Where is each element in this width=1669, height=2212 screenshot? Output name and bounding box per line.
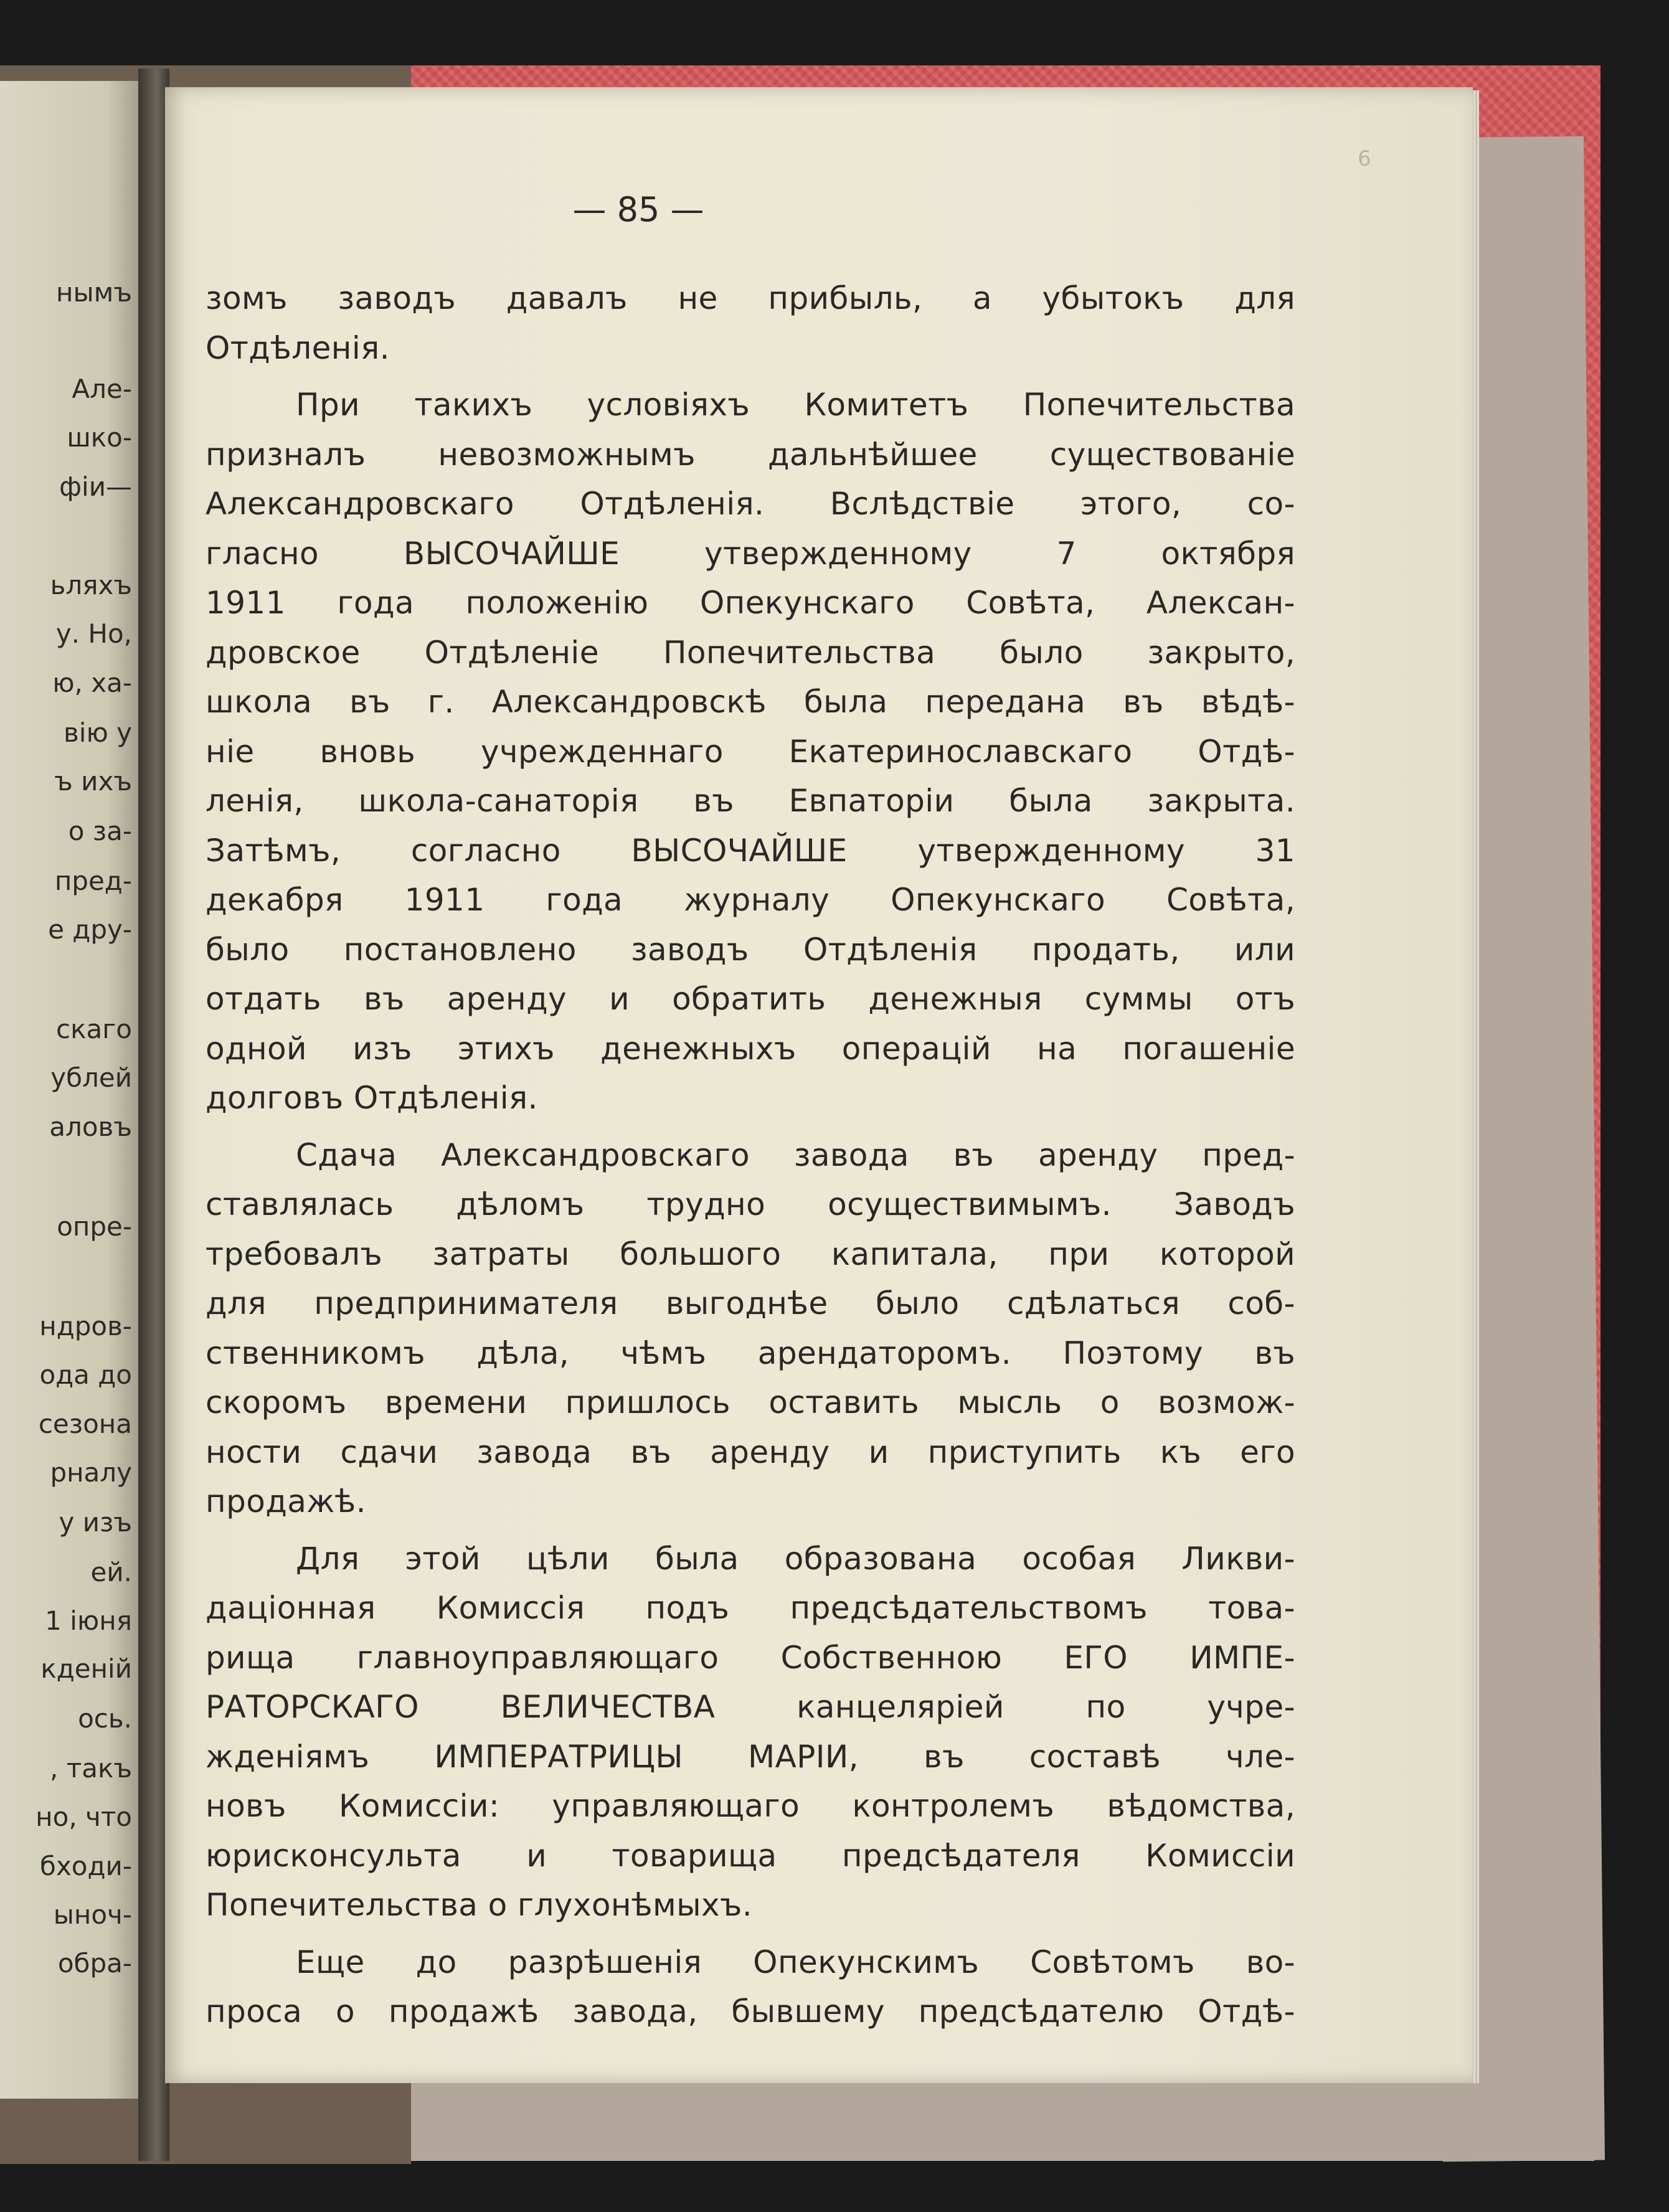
text-line: рища главноуправляющаго Собственною ЕГО ИМПЕ- [206,1639,1295,1676]
text-line: зомъ заводъ давалъ не прибыль, а убытокъ для [206,280,1295,316]
text-line: школа въ г. Александровскѣ была передана въ вѣдѣ- [206,684,1295,720]
left-fragment: 1 iюня [45,1605,132,1636]
left-fragment: фiи— [59,471,132,502]
left-fragment: у. Но, [55,618,132,649]
left-fragment: обра- [57,1948,132,1978]
text-line: жденiямъ ИМПЕРАТРИЦЫ МАРIИ, въ составѣ чле- [206,1738,1295,1775]
text-line: дацiонная Комиссiя подъ предсѣдательствомъ това- [206,1590,1295,1626]
left-fragment: ублей [50,1062,132,1093]
text-line: Отдѣленiя. [206,329,390,366]
text-line: Затѣмъ, согласно ВЫСОЧАЙШЕ утвержденному 31 [206,832,1295,869]
left-fragment: е дру- [48,914,132,945]
text-line: Еще до разрѣшенiя Опекунскимъ Совѣтомъ во- [296,1944,1295,1980]
text-line: было постановлено заводъ Отдѣленiя продать, или [206,931,1295,968]
left-fragment: ыноч- [53,1899,132,1930]
left-fragment: пред- [54,866,132,896]
left-fragment: кденiй [40,1653,132,1684]
left-fragment: рналу [50,1457,132,1488]
text-line: При такихъ условiяхъ Комитетъ Попечительства [296,387,1295,423]
left-fragment: опре- [57,1211,132,1242]
left-fragment: у изъ [59,1507,132,1538]
left-fragment: ьляхъ [50,570,132,600]
text-line: Сдача Александровскаго завода въ аренду пред- [296,1137,1295,1173]
page-text [206,274,1295,2037]
text-line: РАТОРСКАГО ВЕЛИЧЕСТВА канцелярiей по учре- [206,1689,1295,1725]
left-fragment: о за- [68,816,132,846]
text-line: Попечительства о глухонѣмыхъ. [206,1887,752,1923]
left-fragment: ей. [90,1557,132,1587]
left-fragment: сезона [38,1409,132,1439]
text-line: нiе вновь учрежденнаго Екатеринославскаго Отдѣ- [206,733,1295,770]
text-line: ности сдачи завода въ аренду и приступить къ его [206,1434,1295,1470]
left-fragment: ось. [78,1703,132,1734]
text-line: ставлялась дѣломъ трудно осуществимымъ. Заводъ [206,1186,1295,1222]
left-fragment: , такъ [50,1753,132,1784]
text-line: Для этой цѣли была образована особая Ликви- [296,1540,1295,1577]
text-line: продажѣ. [206,1483,366,1520]
text-line: гласно ВЫСОЧАЙШЕ утвержденному 7 октября [206,535,1295,572]
left-fragment: ндров- [39,1311,132,1341]
paragraph [206,1534,1295,1931]
text-line: отдать въ аренду и обратить денежныя суммы отъ [206,981,1295,1017]
text-line: проса о продажѣ завода, бывшему предсѣдателю Отдѣ- [206,1993,1295,2030]
text-line: ленiя, школа-санаторiя въ Евпаторiи была закрыта. [206,783,1295,819]
paragraph [206,1131,1295,1527]
text-line: скоромъ времени пришлось оставить мысль о возмож- [206,1384,1295,1420]
left-fragment: скаго [56,1014,132,1044]
paragraph [206,274,1295,373]
page-number: — 85 — [572,190,704,229]
text-line: 1911 года положенiю Опекунскаго Совѣта, Алексан- [206,585,1295,621]
left-fragment: Але- [72,374,132,404]
text-line: требовалъ затраты большого капитала, при которой [206,1236,1295,1272]
text-line: ственникомъ дѣла, чѣмъ арендаторомъ. Поэтому въ [206,1335,1295,1371]
text-line: новъ Комиссiи: управляющаго контролемъ вѣдомства, [206,1788,1295,1824]
text-line: Александровскаго Отдѣленiя. Вслѣдствiе этого, со- [206,486,1295,522]
page-corner-mark: 6 [1358,146,1371,171]
text-line: долговъ Отдѣленiя. [206,1080,538,1116]
left-fragment: нымъ [56,277,132,308]
text-line: призналъ невозможнымъ дальнѣйшее существованiе [206,436,1295,473]
text-line: для предпринимателя выгоднѣе было сдѣлаться соб- [206,1285,1295,1321]
left-fragment: вiю у [64,717,132,748]
paragraph [206,1938,1295,2037]
left-fragment: бходи- [40,1851,132,1881]
left-fragment: шко- [67,422,132,453]
paragraph [206,380,1295,1123]
left-fragment: ода до [39,1359,132,1390]
left-fragment: ъ ихъ [54,766,132,796]
text-line: одной изъ этихъ денежныхъ операцiй на погашенiе [206,1030,1295,1067]
book-page [165,87,1473,2083]
text-line: юрисконсульта и товарища предсѣдателя Комиссiи [206,1837,1295,1874]
left-fragment: ю, ха- [52,668,132,698]
text-line: дровское Отдѣленiе Попечительства было закрыто, [206,634,1295,671]
left-page-text [0,0,144,2212]
left-fragment: но, что [35,1802,132,1832]
text-line: декабря 1911 года журналу Опекунскаго Совѣта, [206,882,1295,918]
left-fragment: аловъ [49,1112,132,1142]
